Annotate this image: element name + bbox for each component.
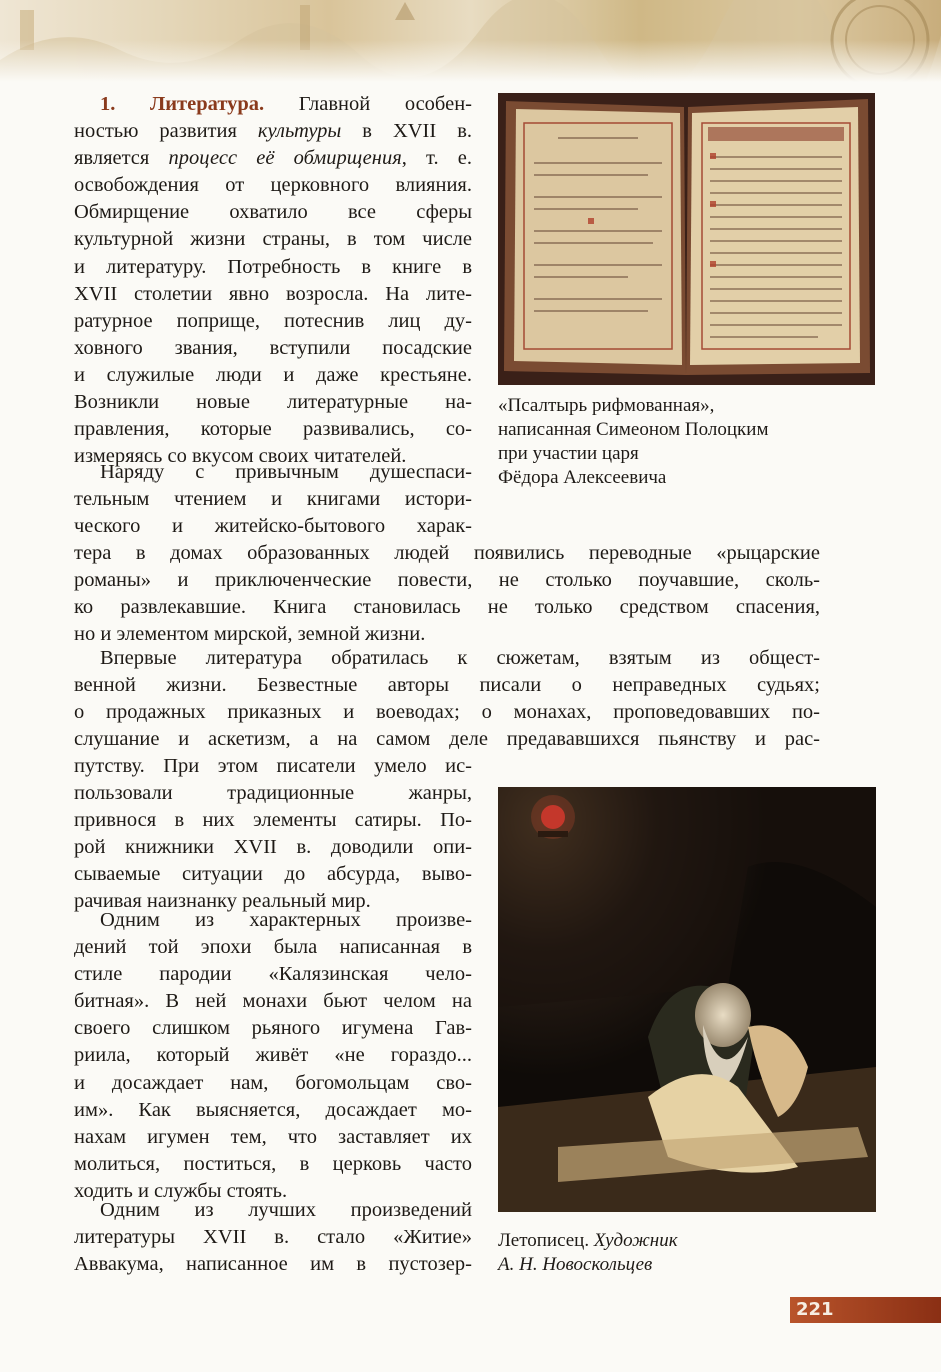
text-run: Одним из лучших произведений	[100, 1199, 472, 1221]
text-line	[74, 672, 820, 699]
text-line	[74, 1097, 472, 1124]
text-run: ностью развития	[74, 120, 258, 143]
text-line	[74, 1124, 472, 1151]
text-line	[74, 91, 472, 118]
text-line	[74, 1197, 472, 1224]
text-run: но и элементом мирской, земной жизни.	[74, 623, 426, 646]
text-line	[74, 907, 472, 934]
text-line	[74, 486, 472, 513]
paragraph-satire	[74, 753, 472, 916]
text-run: рачивая наизнанку реальный мир.	[74, 890, 371, 913]
text-line	[74, 699, 820, 726]
text-line	[74, 362, 472, 389]
text-line	[74, 1042, 472, 1069]
header-banner	[0, 0, 941, 82]
text-line	[74, 199, 472, 226]
text-line	[74, 1070, 472, 1097]
text-run: романы» и приключенческие повести, не столько поучавшие, сколь-	[74, 569, 820, 592]
paragraph-kalyazin-petition	[74, 907, 472, 1205]
text-run: слушание и аскетизм, а на самом деле предававшихся пьянству и рас-	[74, 728, 820, 751]
text-run: освобождения от церковного влияния.	[74, 174, 472, 197]
text-line	[74, 335, 472, 362]
text-run: пользовали традиционные жанры,	[74, 782, 472, 805]
chronicler-painting	[498, 787, 876, 1212]
text-line	[74, 753, 472, 780]
text-line	[74, 172, 472, 199]
text-run: ходить и службы стоять.	[74, 1179, 288, 1202]
text-run: , т. е.	[401, 147, 472, 170]
text-run: Наряду с привычным душеспаси-	[100, 461, 472, 483]
text-line	[74, 1151, 472, 1178]
text-run: дений той эпохи была написанная в	[74, 936, 472, 959]
paragraph-reading	[74, 459, 472, 540]
text-run: риила, который живёт «не гораздо...	[74, 1044, 472, 1067]
text-run: ческого и житейско-бытового харак-	[74, 515, 472, 538]
text-run: ко развлекавшие. Книга становилась не только средством спасения,	[74, 596, 820, 619]
text-run: молиться, поститься, в церковь часто	[74, 1152, 472, 1175]
text-run: тера в домах образованных людей появились переводные «рыцарские	[74, 542, 820, 564]
text-run: 1. Литература.	[100, 93, 265, 115]
text-run: XVII столетии явно возросла. На лите-	[74, 282, 472, 305]
text-line	[74, 861, 472, 888]
paragraph-reading-continued	[74, 540, 820, 648]
text-run: им». Как выясняется, досаждает мо-	[74, 1098, 472, 1121]
text-run: стиле пародии «Калязинская чело-	[74, 963, 472, 986]
paragraph-social-themes	[74, 645, 820, 753]
open-book-icon	[498, 93, 875, 385]
text-line	[74, 834, 472, 861]
text-run: венной жизни. Безвестные авторы писали о неправедных судьях;	[74, 674, 820, 697]
text-run: Аввакума, написанное им в пустозер-	[74, 1253, 472, 1276]
text-line	[74, 416, 472, 443]
text-line	[74, 594, 820, 621]
text-line	[74, 281, 472, 308]
chronicler-artist: А. Н. Новоскольцев	[498, 1254, 653, 1275]
text-run: и служилые люди и даже крестьяне.	[74, 363, 472, 386]
text-run: своего слишком рьяного игумена Гав-	[74, 1017, 472, 1040]
text-line	[74, 145, 472, 172]
text-line	[74, 226, 472, 253]
text-line	[74, 567, 820, 594]
text-line	[74, 934, 472, 961]
text-run: рой книжники XVII в. доводили опи-	[74, 836, 472, 859]
text-run: Впервые литература обратилась к сюжетам, взятым из общест-	[100, 647, 820, 669]
text-run: литературы XVII в. стало «Житие»	[74, 1226, 472, 1249]
text-run: нахам игумен тем, что заставляет их	[74, 1125, 472, 1148]
text-run: ратурное поприще, потеснив лиц ду-	[74, 309, 472, 332]
text-run: Обмирщение охватило все сферы	[74, 201, 472, 224]
text-line	[74, 780, 472, 807]
text-run: ховного звания, вступили посадские	[74, 336, 472, 359]
text-line	[74, 118, 472, 145]
text-run: и досаждает нам, богомольцам сво-	[74, 1071, 472, 1094]
text-line	[74, 961, 472, 988]
text-line	[74, 807, 472, 834]
text-run: тельным чтением и книгами истори-	[74, 488, 472, 511]
chronicler-painting-icon	[498, 787, 876, 1212]
page-number: 221	[796, 1299, 834, 1320]
psalter-photo	[498, 93, 875, 385]
text-run: культуры	[257, 120, 342, 143]
paragraph-avvakum	[74, 1197, 472, 1278]
psalter-caption	[498, 394, 768, 490]
text-line	[74, 1224, 472, 1251]
text-line	[74, 1251, 472, 1278]
text-run: сываемые ситуации до абсурда, выво-	[74, 863, 472, 886]
text-run: Главной особен-	[264, 93, 472, 115]
text-line	[74, 726, 820, 753]
text-run: и литературу. Потребность в книге в	[74, 255, 472, 278]
text-line	[74, 513, 472, 540]
text-line	[74, 308, 472, 335]
text-line	[74, 1015, 472, 1042]
text-run: о продажных приказных и воеводах; о монахах, проповедовавших по-	[74, 701, 820, 724]
text-line	[74, 540, 820, 567]
chronicler-caption-line-1	[498, 1229, 678, 1253]
text-run: Одним из характерных произве-	[100, 909, 472, 931]
chronicler-artist-label: Художник	[593, 1230, 678, 1251]
text-run: битная». В ней монахи бьют челом на	[74, 990, 472, 1013]
paragraph-literature-intro	[74, 91, 472, 470]
text-run: процесс её обмирщения	[168, 147, 402, 170]
text-run: правления, которые развивались, со-	[74, 418, 472, 441]
chronicler-caption	[498, 1229, 678, 1277]
banner-fade	[0, 40, 941, 82]
text-run: Возникли новые литературные на-	[74, 391, 472, 414]
chronicler-title: Летописец.	[498, 1230, 594, 1251]
text-run: культурной жизни страны, в том числе	[74, 228, 472, 251]
psalter-caption-line-1: «Псалтырь рифмованная»,	[498, 395, 715, 416]
psalter-caption-line-3: при участии царя	[498, 443, 639, 464]
text-line	[74, 389, 472, 416]
text-line	[74, 459, 472, 486]
text-run: измеряясь со вкусом своих читателей.	[74, 445, 407, 468]
text-run: в XVII в.	[341, 120, 472, 143]
psalter-caption-line-4: Фёдора Алексеевича	[498, 467, 667, 488]
text-line	[74, 254, 472, 281]
text-run: привнося в них элементы сатиры. По-	[74, 809, 472, 832]
text-run: является	[74, 147, 169, 170]
text-line	[74, 645, 820, 672]
psalter-caption-line-2: написанная Симеоном Полоцким	[498, 419, 769, 440]
text-line	[74, 988, 472, 1015]
text-run: путству. При этом писатели умело ис-	[74, 755, 472, 777]
